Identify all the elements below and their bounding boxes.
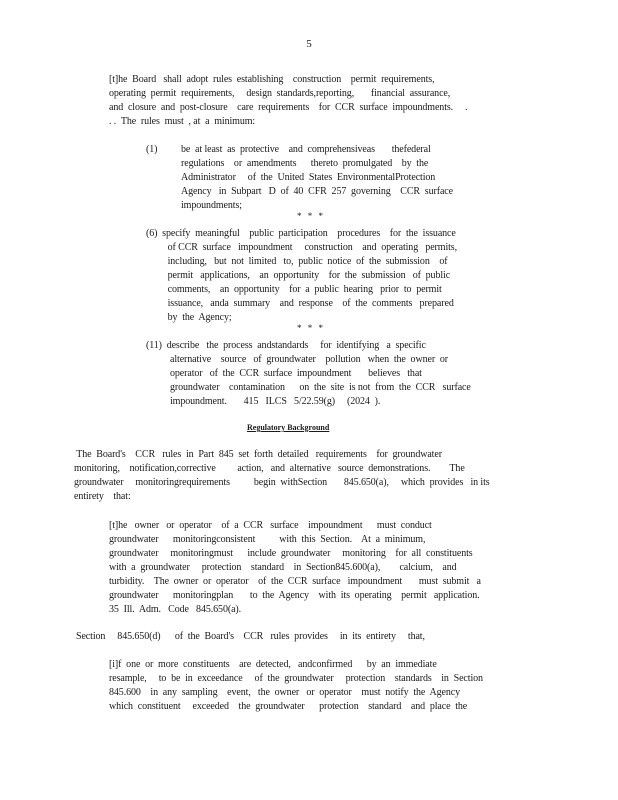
item-6-text xyxy=(146,227,457,325)
text-line: Agency in Subpart D of 40 CFR 257 governing CCR surface xyxy=(181,186,453,197)
text-line: issuance, anda summary and response of the comments prepared xyxy=(146,298,454,309)
text-line: operating permit requirements, design standards,reporting, financial assurance, xyxy=(109,88,451,99)
text-line: permit applications, an opportunity for the submission of public xyxy=(146,270,451,281)
text-line: of CCR surface impoundment construction and operating permits, xyxy=(146,242,457,253)
text-line: 845.600 in any sampling event, the owner or operator must notify the Agency xyxy=(109,687,460,698)
text-line: The Board's CCR rules in Part 845 set forth detailed requirements for groundwater xyxy=(74,449,442,460)
text-line: [t]he owner or operator of a CCR surface impoundment must conduct xyxy=(109,520,432,531)
text-line: groundwater monitoringrequirements begin withSection 845.650(a), which provides in its xyxy=(74,477,490,488)
text-line: Administrator of the United States EnvironmentalProtection xyxy=(181,172,436,183)
text-line: alternative source of groundwater pollution when the owner or xyxy=(146,354,448,365)
text-line: . . The rules must , at a minimum: xyxy=(109,116,256,127)
text-line: 35 Ill. Adm. Code 845.650(a). xyxy=(109,604,242,615)
paragraph-groundwater-requirements xyxy=(74,448,490,504)
text-line: [i]f one or more constituents are detected, andconfirmed by an immediate xyxy=(109,659,437,670)
text-line: impoundments; xyxy=(181,200,242,211)
text-line: impoundment. 415 ILCS 5/22.59(g) (2024 ). xyxy=(146,396,381,407)
item-11-text xyxy=(146,339,471,409)
text-line: (6) specify meaningful public participation procedures for the issuance xyxy=(146,228,456,239)
text-line: with a groundwater protection standard in Section845.600(a), calcium, and xyxy=(109,562,457,573)
text-line: resample, to be in exceedance of the groundwater protection standards in Section xyxy=(109,673,483,684)
text-line: groundwater monitoringplan to the Agency with its operating permit application. xyxy=(109,590,480,601)
section-heading: Regulatory Background xyxy=(247,423,330,432)
text-line: operator of the CCR surface impoundment believes that xyxy=(146,368,422,379)
ellipsis-separator-2: * * * xyxy=(297,323,325,333)
text-line: turbidity. The owner or operator of the CCR surface impoundment must submit a xyxy=(109,576,481,587)
text-line: be at least as protective and comprehensiveas thefederal xyxy=(181,144,431,155)
text-line: by the Agency; xyxy=(146,312,232,323)
ellipsis-separator-1: * * * xyxy=(297,211,325,221)
text-line: entirety that: xyxy=(74,491,131,502)
text-line: [t]he Board shall adopt rules establishing construction permit requirements, xyxy=(109,74,435,85)
regulation-quote-845-650d xyxy=(109,658,483,714)
text-line: groundwater monitoringconsistent with this Section. At a minimum, xyxy=(109,534,426,545)
text-line: and closure and post-closure care requirements for CCR surface impoundments. . xyxy=(109,102,468,113)
text-line: regulations or amendments thereto promulgated by the xyxy=(181,158,429,169)
item-1-number: (1) xyxy=(146,144,158,155)
paragraph-section-845-650d: Section 845.650(d) of the Board's CCR rules provides in its entirety that, xyxy=(76,631,425,642)
text-line: comments, an opportunity for a public hearing prior to permit xyxy=(146,284,442,295)
item-1-text xyxy=(181,143,453,213)
text-line: monitoring, notification,corrective action, and alternative source demonstrations. The xyxy=(74,463,465,474)
page-number: 5 xyxy=(306,38,312,50)
text-line: including, but not limited to, public notice of the submission of xyxy=(146,256,448,267)
text-line: groundwater contamination on the site is not from the CCR surface xyxy=(146,382,471,393)
regulation-quote-845-650a xyxy=(109,519,481,617)
statute-quote-intro xyxy=(109,73,467,129)
text-line: groundwater monitoringmust include groundwater monitoring for all constituents xyxy=(109,548,473,559)
text-line: which constituent exceeded the groundwater protection standard and place the xyxy=(109,701,468,712)
text-line: (11) describe the process andstandards for identifying a specific xyxy=(146,340,426,351)
